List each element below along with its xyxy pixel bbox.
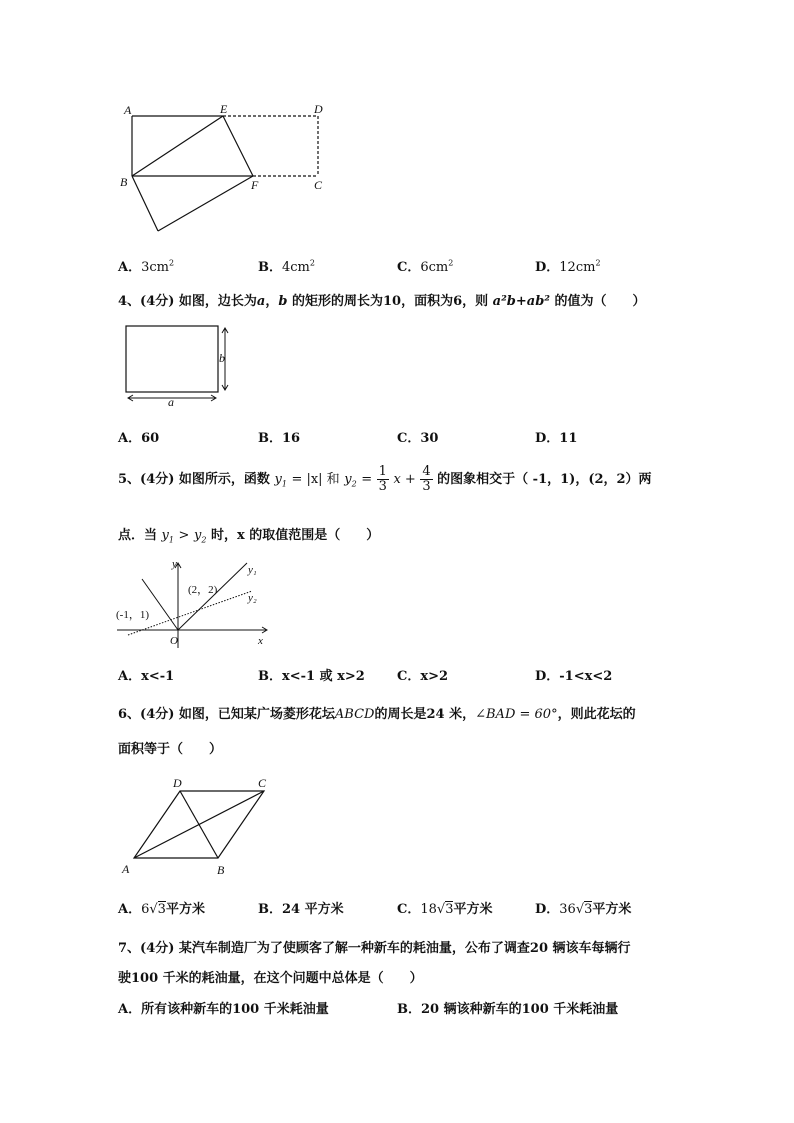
q5-y2-inline: $y_2$ xyxy=(193,528,207,545)
q5-suffix: 的图象相交于（ -1，1)，(2，2）两 xyxy=(437,472,652,487)
option-unit: 平方米 xyxy=(165,902,205,917)
q5-stem-line2 xyxy=(118,524,379,545)
option-sup: 2 xyxy=(595,258,601,268)
label-b: B xyxy=(120,175,128,189)
q5-option-a[interactable] xyxy=(118,665,174,684)
q5-y1: $y_1$ xyxy=(274,472,287,489)
q3-figure xyxy=(112,98,342,238)
q4-prefix: 4、(4分) 如图，边长为 xyxy=(118,294,257,309)
label-point-neg1-1: (-1，1) xyxy=(116,609,149,621)
q4-var-b: b xyxy=(278,294,288,309)
option-letter: C． xyxy=(397,260,421,275)
option-value: 12cm xyxy=(559,260,596,275)
option-unit: 平方米 xyxy=(304,902,344,917)
q5-y1-inline: $y_1$ xyxy=(161,528,174,545)
option-coefficient: 24 xyxy=(282,902,301,917)
edge-ef xyxy=(223,116,253,176)
q6-abcd: ABCD xyxy=(334,707,375,722)
option-letter: C． xyxy=(397,431,421,446)
q7-stem-line1: 7、(4分) 某汽车制造厂为了使顾客了解一种新车的耗油量，公布了调查20 辆该车每辆行 xyxy=(118,941,631,956)
q4-suffix: 的值为（ ） xyxy=(549,294,646,309)
q4-expression: a²b+ab² xyxy=(492,294,550,309)
label-d: D xyxy=(314,102,323,116)
option-value: 3cm xyxy=(141,260,169,275)
q6-option-c[interactable] xyxy=(397,898,493,917)
fraction-numerator: 4 xyxy=(422,464,431,479)
option-letter: D． xyxy=(535,902,560,917)
option-letter: D． xyxy=(535,431,560,446)
q7-option-b[interactable] xyxy=(397,998,618,1017)
label-x: x xyxy=(258,635,263,647)
rectangle xyxy=(126,326,218,392)
label-y1: y₁ xyxy=(248,564,257,576)
edge-be xyxy=(132,116,223,176)
option-letter: B． xyxy=(397,1002,421,1017)
edge-folded-2 xyxy=(158,176,253,231)
label-b: B xyxy=(217,863,225,877)
y1-left-branch xyxy=(142,579,178,630)
option-value: 60 xyxy=(141,431,160,446)
option-letter: A． xyxy=(118,431,142,446)
q6-stem-line1 xyxy=(118,703,636,722)
option-letter: D． xyxy=(535,669,560,684)
label-a: A xyxy=(122,862,130,876)
option-letter: A． xyxy=(118,669,142,684)
option-value: x<-1 xyxy=(141,669,175,684)
q6-suffix: ，则此花坛的 xyxy=(557,707,636,722)
q5-option-b[interactable] xyxy=(258,665,365,684)
option-sup: 2 xyxy=(448,258,454,268)
option-value: 所有该种新车的100 千米耗油量 xyxy=(141,1002,329,1017)
option-unit: 平方米 xyxy=(592,902,632,917)
q6-line2: 面积等于（ ） xyxy=(118,742,223,757)
label-c: C xyxy=(258,776,267,790)
label-a: A xyxy=(124,103,132,117)
q6-option-a[interactable] xyxy=(118,898,205,917)
option-letter: C． xyxy=(397,669,421,684)
option-radicand: 3 xyxy=(157,902,166,917)
option-value: -1<x<2 xyxy=(559,669,613,684)
q4-sep: ， xyxy=(265,294,279,309)
option-value: 20 辆该种新车的100 千米耗油量 xyxy=(421,1002,619,1017)
fraction-denominator: 3 xyxy=(378,479,387,494)
option-coefficient: 6 xyxy=(141,902,150,917)
option-radicand: 3 xyxy=(445,902,454,917)
label-b: b xyxy=(219,351,225,365)
q5-y2: $y_2$ xyxy=(344,472,357,489)
q6-figure xyxy=(118,773,278,881)
q4-option-b[interactable] xyxy=(258,427,300,446)
q5-stem-line1 xyxy=(118,462,652,498)
edge-folded-1 xyxy=(132,176,158,231)
option-radicand: 3 xyxy=(584,902,593,917)
label-y: y xyxy=(172,558,177,570)
q5-prefix: 5、(4分) 如图所示，函数 xyxy=(118,472,270,487)
option-letter: C． xyxy=(397,902,421,917)
option-letter: B． xyxy=(258,260,282,275)
q4-option-d[interactable] xyxy=(535,427,577,446)
option-letter: A． xyxy=(118,902,142,917)
q5-line2-a: 点．当 xyxy=(118,528,158,543)
q6-mid: 的周长是24 米， xyxy=(374,707,476,722)
fraction-numerator: 1 xyxy=(378,464,387,479)
q6-prefix: 6、(4分) 如图，已知某广场菱形花坛 xyxy=(118,707,335,722)
label-c: C xyxy=(314,178,323,192)
q3-option-c[interactable] xyxy=(397,256,453,275)
option-letter: B． xyxy=(258,902,282,917)
q6-angle: ∠BAD = 60° xyxy=(475,707,558,722)
label-y2: y₂ xyxy=(248,592,257,604)
q4-option-c[interactable] xyxy=(397,427,438,446)
option-value: 6cm xyxy=(420,260,449,275)
q7-option-a[interactable] xyxy=(118,998,329,1017)
option-value: x>2 xyxy=(420,669,449,684)
q5-y2-eq: = xyxy=(361,472,373,487)
label-origin: O xyxy=(170,635,178,647)
q5-option-c[interactable] xyxy=(397,665,448,684)
q5-y1-eq: = |x| 和 xyxy=(291,472,340,487)
q5-fraction-1 xyxy=(377,465,389,494)
option-value: 16 xyxy=(282,431,301,446)
q3-option-b[interactable] xyxy=(258,256,315,275)
sqrt-icon: √ xyxy=(149,902,158,917)
q3-option-a[interactable] xyxy=(118,256,174,275)
label-f: F xyxy=(251,178,259,192)
q6-option-d[interactable] xyxy=(535,898,631,917)
q4-stem xyxy=(118,290,646,309)
option-letter: A． xyxy=(118,1002,142,1017)
option-letter: B． xyxy=(258,669,282,684)
option-sup: 2 xyxy=(168,258,175,268)
option-sup: 2 xyxy=(309,258,315,268)
q5-x-plus: x + xyxy=(393,472,416,487)
option-value: 4cm xyxy=(282,260,310,275)
option-coefficient: 36 xyxy=(559,902,576,917)
sqrt-icon: √ xyxy=(436,902,446,917)
option-letter: D． xyxy=(535,260,560,275)
label-d: D xyxy=(173,776,182,790)
q3-option-d[interactable] xyxy=(535,256,601,275)
q5-fraction-2 xyxy=(420,465,432,494)
q4-var-a: a xyxy=(256,294,266,309)
label-point-2-2: (2，2) xyxy=(188,584,218,596)
fraction-denominator: 3 xyxy=(422,479,431,494)
q6-stem-line2 xyxy=(118,738,222,757)
option-letter: A． xyxy=(118,260,142,275)
label-a: a xyxy=(168,395,174,409)
q4-option-a[interactable] xyxy=(118,427,159,446)
q4-mid: 的矩形的周长为10，面积为6，则 xyxy=(287,294,493,309)
q7-stem-line2: 驶100 千米的耗油量，在这个问题中总体是（ ） xyxy=(118,971,423,986)
sqrt-icon: √ xyxy=(575,902,585,917)
label-e: E xyxy=(220,102,228,116)
q4-figure xyxy=(118,318,248,410)
option-letter: B． xyxy=(258,431,282,446)
diagonal-bd xyxy=(180,791,218,858)
q5-option-d[interactable] xyxy=(535,665,612,684)
q6-option-b[interactable] xyxy=(258,898,344,917)
option-value: 30 xyxy=(420,431,439,446)
q5-line2-b: 时，x 的取值范围是（ ） xyxy=(210,528,380,543)
q5-graph xyxy=(112,553,277,653)
q5-comparison: > xyxy=(178,528,190,543)
option-coefficient: 18 xyxy=(420,902,437,917)
option-value: 11 xyxy=(559,431,578,446)
option-value: x<-1 或 x>2 xyxy=(282,669,365,684)
option-unit: 平方米 xyxy=(453,902,493,917)
